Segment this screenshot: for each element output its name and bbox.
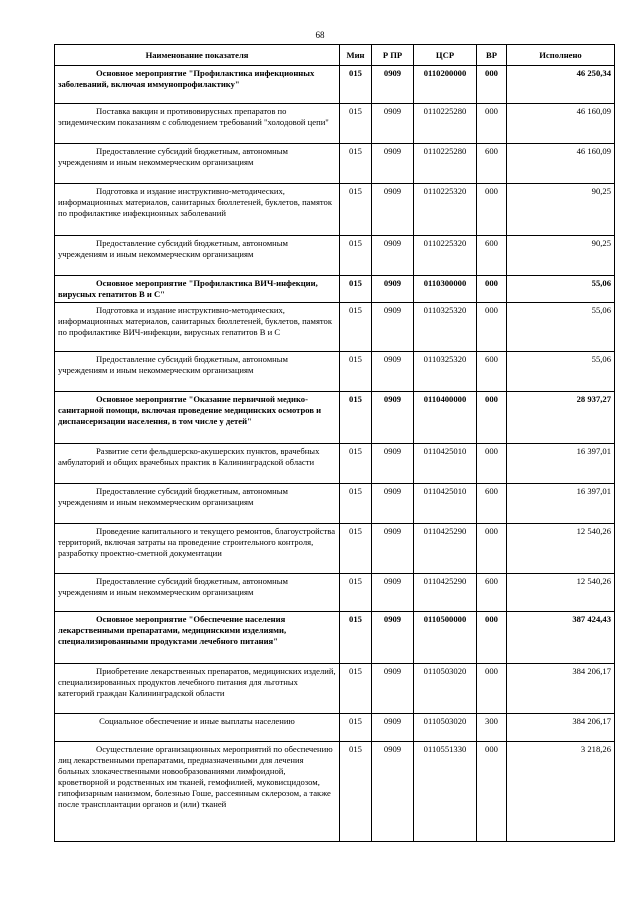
row-name: Приобретение лекарственных препаратов, медицинских изделий, специализированных продуктов лечебного питания для льготных категорий граждан Калининградской области	[55, 664, 340, 714]
row-name: Подготовка и издание инструктивно-методических, информационных материалов, санитарных бюллетеней, буклетов, памяток по профилактике инфекционных заболеваний	[55, 184, 340, 236]
row-vr: 600	[477, 236, 507, 276]
row-min: 015	[340, 574, 372, 612]
row-sum: 90,25	[507, 236, 615, 276]
row-min: 015	[340, 392, 372, 444]
row-sum: 12 540,26	[507, 524, 615, 574]
row-min: 015	[340, 352, 372, 392]
row-min: 015	[340, 664, 372, 714]
row-rpr: 0909	[372, 524, 414, 574]
row-rpr: 0909	[372, 236, 414, 276]
table-row	[55, 714, 615, 742]
row-vr: 000	[477, 664, 507, 714]
row-name: Социальное обеспечение и иные выплаты населению	[55, 714, 340, 742]
row-csr: 0110300000	[414, 276, 477, 303]
table-row	[55, 444, 615, 484]
row-sum: 90,25	[507, 184, 615, 236]
row-csr: 0110425010	[414, 484, 477, 524]
row-csr: 0110503020	[414, 664, 477, 714]
row-sum: 28 937,27	[507, 392, 615, 444]
row-rpr: 0909	[372, 303, 414, 352]
row-min: 015	[340, 144, 372, 184]
row-sum: 387 424,43	[507, 612, 615, 664]
row-sum: 384 206,17	[507, 714, 615, 742]
row-rpr: 0909	[372, 664, 414, 714]
row-name: Осуществление организационных мероприятий по обеспечению лиц лекарственными препаратами, предназначенными для лечения больных злокачественными новообразованиями лимфоидной, кроветворной и родственных им тканей, гемофилией, муковисцидозом, гипофизарным нанизмом, болезнью Гоше, рассеянным склерозом, а также после трансплантации органов и (или) тканей	[55, 742, 340, 842]
table-row	[55, 352, 615, 392]
header-csr: ЦСР	[414, 45, 477, 66]
row-csr: 0110200000	[414, 66, 477, 104]
row-rpr: 0909	[372, 144, 414, 184]
row-rpr: 0909	[372, 352, 414, 392]
row-vr: 000	[477, 612, 507, 664]
table-row	[55, 184, 615, 236]
row-csr: 0110225280	[414, 144, 477, 184]
row-name: Предоставление субсидий бюджетным, автономным учреждениям и иным некоммерческим организациям	[55, 574, 340, 612]
table-row	[55, 742, 615, 842]
row-sum: 16 397,01	[507, 484, 615, 524]
row-rpr: 0909	[372, 612, 414, 664]
header-rpr: Р ПР	[372, 45, 414, 66]
row-csr: 0110425290	[414, 574, 477, 612]
row-rpr: 0909	[372, 66, 414, 104]
row-csr: 0110400000	[414, 392, 477, 444]
row-min: 015	[340, 524, 372, 574]
row-sum: 46 160,09	[507, 144, 615, 184]
row-rpr: 0909	[372, 444, 414, 484]
row-vr: 000	[477, 104, 507, 144]
row-min: 015	[340, 484, 372, 524]
row-csr: 0110425010	[414, 444, 477, 484]
row-min: 015	[340, 276, 372, 303]
header-min: Мин	[340, 45, 372, 66]
row-min: 015	[340, 303, 372, 352]
table-row	[55, 303, 615, 352]
row-vr: 000	[477, 392, 507, 444]
row-name: Основное мероприятие "Оказание первичной медико-санитарной помощи, включая проведение медицинских осмотров и диспансеризации населения, в том числе у детей"	[55, 392, 340, 444]
row-csr: 0110425290	[414, 524, 477, 574]
row-csr: 0110325320	[414, 303, 477, 352]
row-name: Предоставление субсидий бюджетным, автономным учреждениям и иным некоммерческим организациям	[55, 144, 340, 184]
row-csr: 0110500000	[414, 612, 477, 664]
row-rpr: 0909	[372, 742, 414, 842]
row-name: Основное мероприятие "Профилактика инфекционных заболеваний, включая иммунопрофилактику"	[55, 66, 340, 104]
row-vr: 600	[477, 352, 507, 392]
row-csr: 0110225280	[414, 104, 477, 144]
row-rpr: 0909	[372, 574, 414, 612]
row-min: 015	[340, 612, 372, 664]
table-row	[55, 484, 615, 524]
row-rpr: 0909	[372, 392, 414, 444]
page-number: 68	[315, 30, 325, 40]
header-vr: ВР	[477, 45, 507, 66]
row-min: 015	[340, 742, 372, 842]
table-row	[55, 276, 615, 303]
row-sum: 12 540,26	[507, 574, 615, 612]
table-row	[55, 144, 615, 184]
row-vr: 600	[477, 484, 507, 524]
row-vr: 000	[477, 524, 507, 574]
row-sum: 55,06	[507, 303, 615, 352]
row-sum: 16 397,01	[507, 444, 615, 484]
row-rpr: 0909	[372, 484, 414, 524]
row-sum: 46 160,09	[507, 104, 615, 144]
row-csr: 0110503020	[414, 714, 477, 742]
row-name: Поставка вакцин и противовирусных препаратов по эпидемическим показаниям с соблюдением требований "холодовой цепи"	[55, 104, 340, 144]
row-name: Предоставление субсидий бюджетным, автономным учреждениям и иным некоммерческим организациям	[55, 484, 340, 524]
row-csr: 0110325320	[414, 352, 477, 392]
row-vr: 000	[477, 184, 507, 236]
header-sum: Исполнено	[507, 45, 615, 66]
row-vr: 000	[477, 444, 507, 484]
row-name: Предоставление субсидий бюджетным, автономным учреждениям и иным некоммерческим организациям	[55, 352, 340, 392]
header-name: Наименование показателя	[55, 45, 340, 66]
table-row	[55, 612, 615, 664]
row-rpr: 0909	[372, 104, 414, 144]
row-min: 015	[340, 66, 372, 104]
row-sum: 55,06	[507, 352, 615, 392]
table-row	[55, 236, 615, 276]
row-vr: 000	[477, 66, 507, 104]
row-sum: 384 206,17	[507, 664, 615, 714]
row-sum: 55,06	[507, 276, 615, 303]
table-row	[55, 66, 615, 104]
row-sum: 46 250,34	[507, 66, 615, 104]
table-row	[55, 574, 615, 612]
table-row	[55, 524, 615, 574]
row-rpr: 0909	[372, 184, 414, 236]
row-name: Подготовка и издание инструктивно-методических, информационных материалов, санитарных бюллетеней, буклетов, памяток по профилактике ВИЧ-инфекции, вирусных гепатитов В и С	[55, 303, 340, 352]
row-vr: 000	[477, 303, 507, 352]
row-min: 015	[340, 184, 372, 236]
row-csr: 0110551330	[414, 742, 477, 842]
row-min: 015	[340, 236, 372, 276]
row-csr: 0110225320	[414, 236, 477, 276]
table-row	[55, 664, 615, 714]
row-name: Основное мероприятие "Обеспечение населения лекарственными препаратами, медицинскими изделиями, специализированными продуктами лечебного питания"	[55, 612, 340, 664]
row-rpr: 0909	[372, 276, 414, 303]
row-name: Проведение капитального и текущего ремонтов, благоустройства территорий, включая затраты на проведение строительного контроля, разработку проектно-сметной документации	[55, 524, 340, 574]
row-vr: 000	[477, 742, 507, 842]
row-csr: 0110225320	[414, 184, 477, 236]
row-min: 015	[340, 104, 372, 144]
row-min: 015	[340, 714, 372, 742]
row-name: Основное мероприятие "Профилактика ВИЧ-инфекции, вирусных гепатитов В и С"	[55, 276, 340, 303]
table-row	[55, 104, 615, 144]
row-rpr: 0909	[372, 714, 414, 742]
row-vr: 600	[477, 144, 507, 184]
budget-table	[54, 44, 615, 842]
table-header-row	[55, 45, 615, 66]
table-row	[55, 392, 615, 444]
row-sum: 3 218,26	[507, 742, 615, 842]
row-vr: 000	[477, 276, 507, 303]
row-name: Развитие сети фельдшерско-акушерских пунктов, врачебных амбулаторий и общих врачебных практик в Калининградской области	[55, 444, 340, 484]
row-name: Предоставление субсидий бюджетным, автономным учреждениям и иным некоммерческим организациям	[55, 236, 340, 276]
row-min: 015	[340, 444, 372, 484]
row-vr: 300	[477, 714, 507, 742]
row-vr: 600	[477, 574, 507, 612]
